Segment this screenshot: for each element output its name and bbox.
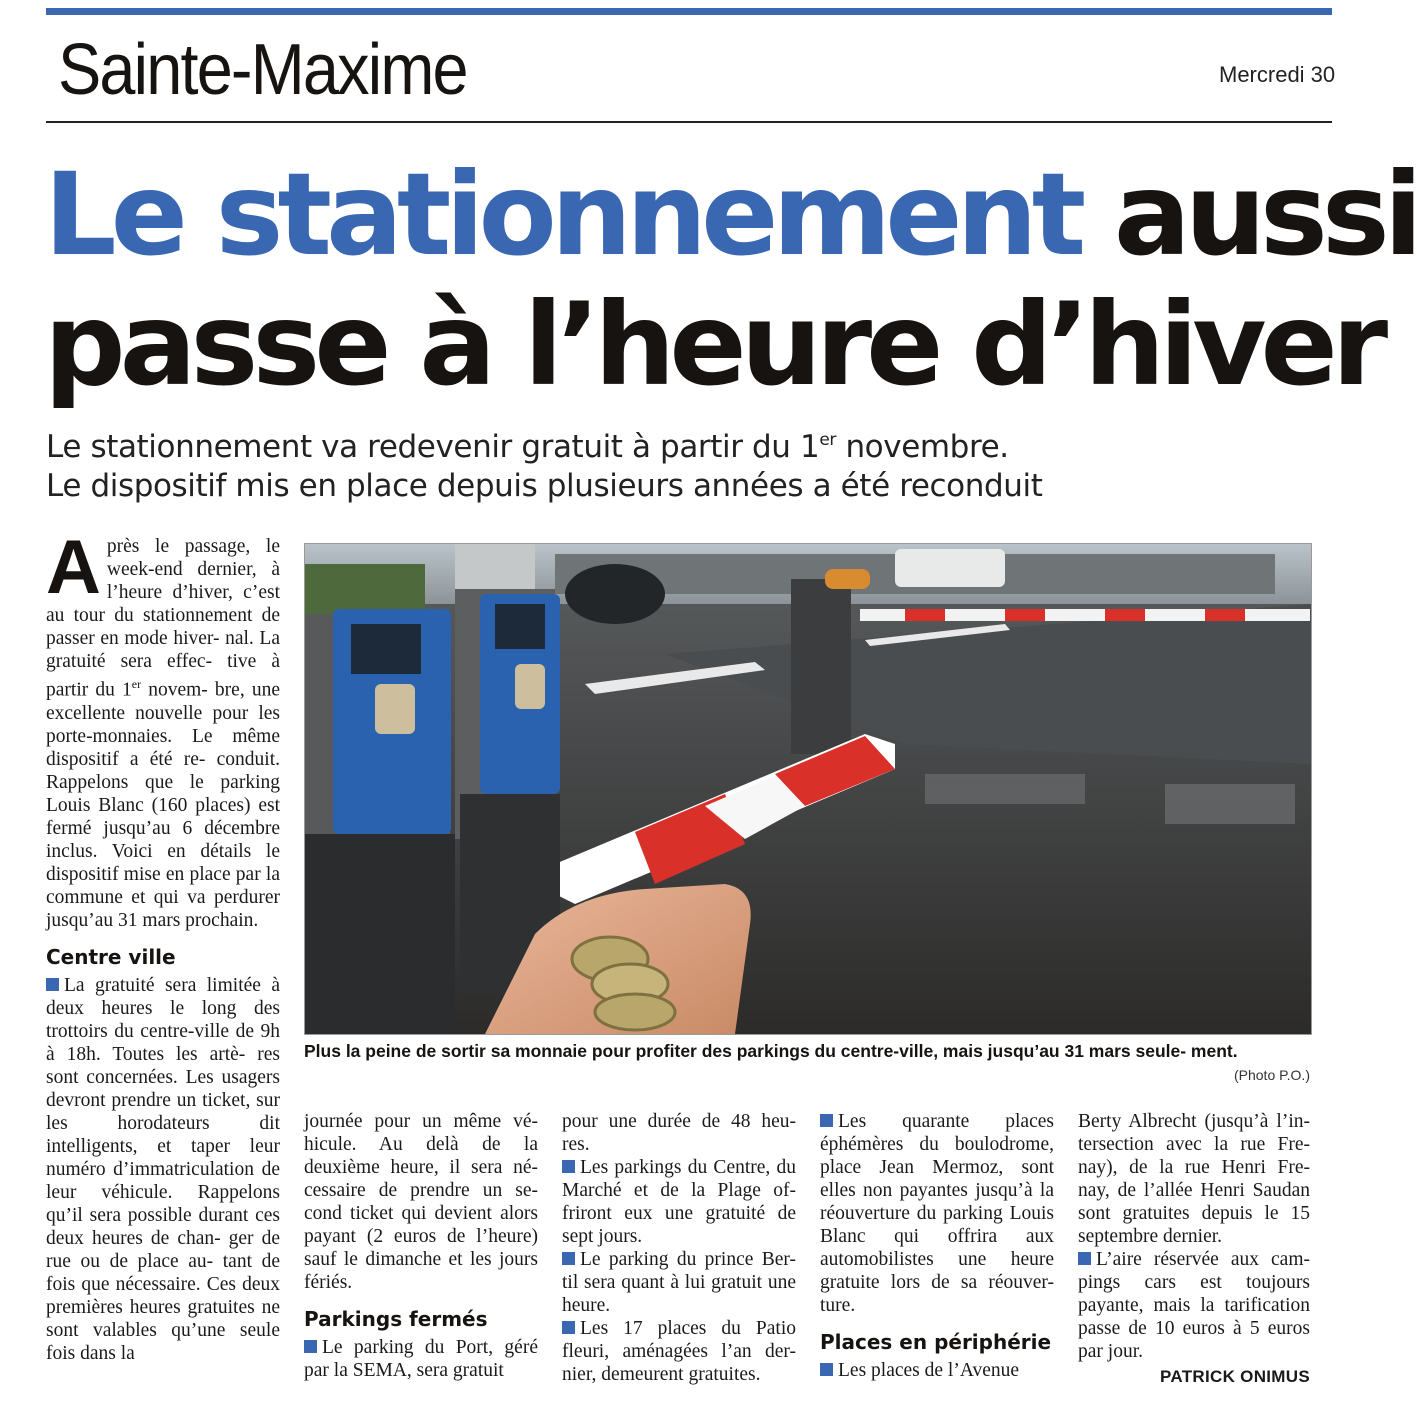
article-column-2 (304, 1110, 538, 1382)
author-byline: PATRICK ONIMUS (1160, 1367, 1310, 1386)
paragraph-text: Le parking du prince Ber- til sera quant à lui gratuit une heure. (562, 1249, 796, 1316)
headline-line-1 (44, 148, 1417, 281)
paragraph (820, 1110, 1054, 1317)
paragraph-text: La gratuité sera limitée à deux heures le long des trottoirs du centre-ville de 9h à 18h. Toutes les artè- res sont concernées. Les usagers devront prendre un ticket, sur les horodateurs dit intelligents, et taper leur numéro d’immatriculation de leur véhicule. Rappelons qu’il sera possible durant ces deux heures de chan- ger de rue ou de place au- tant de fois que nécessaire. Ces deux premières heures gratuites ne sont valables qu’une seule fois dans la (46, 974, 280, 1364)
paragraph (46, 974, 280, 1365)
paragraph (1078, 1248, 1310, 1363)
paragraph (562, 1156, 796, 1248)
subhead-line-1 (46, 428, 1332, 467)
headline (44, 148, 1417, 411)
heading-places-peripherie: Places en périphérie (820, 1330, 1052, 1354)
issue-date: Mercredi 30 (1219, 62, 1336, 87)
article-column-3 (562, 1110, 796, 1386)
paragraph-text: Les parkings du Centre, du Marché et de la Plage of- friront eux une gratuité de sept jours. (562, 1157, 796, 1247)
article-column-4 (820, 1110, 1054, 1382)
header-rule (46, 121, 1332, 123)
paragraph (562, 1317, 796, 1386)
paragraph: Berty Albrecht (jusqu’à l’in- tersection avec la rue Fre- nay), de la rue Henri Fre- nay, de l’allée Henri Saudan sont gratuites depuis le 15 septembre dernier. (1078, 1111, 1310, 1247)
paragraph-text: Les quarante places éphémères du boulodrome, place Jean Mermoz, sont elles non payantes jusqu’à la réouverture du parking Louis Blanc qui offrira aux automobilistes une heure gratuite lors de sa réouver- ture. (820, 1111, 1054, 1316)
heading-parkings-fermes: Parkings fermés (304, 1307, 488, 1331)
heading-centre-ville: Centre ville (46, 944, 176, 969)
intro-text-end: novem- bre, une excellente nouvelle pour les porte-monnaies. Le même dispositif a été re- conduit. Rappelons que le parking Louis Blanc (160 places) est fermé jusqu’au 6 décembre inclus. Voici en détails le dispositif mise en place par la commune et qui va perdurer jusqu’au 31 mars prochain. (46, 679, 281, 931)
subhead-text-end: novembre. (835, 429, 1009, 465)
paragraph-text: Les places de l’Avenue (838, 1360, 1020, 1381)
bullet-square-icon (820, 1363, 833, 1376)
intro-sup: er (131, 677, 142, 691)
subhead-sup: er (819, 430, 836, 450)
bullet-square-icon (562, 1252, 575, 1265)
article-column-1 (46, 525, 281, 1365)
paragraph-text: L’aire réservée aux cam- pings cars est toujours payante, mais la tarification passe de 10 euros à 5 euros par jour. (1078, 1249, 1310, 1362)
article-column-5 (1078, 1110, 1310, 1388)
headline-line-2: passe à l’heure d’hiver (44, 278, 1383, 411)
intro-text: près le passage, le week-end dernier, à l’heure d’hiver, c’est au tour du stationnement de passer en mode hiver- nal. La gratuité sera effec- tive à partir du 1 (46, 536, 280, 701)
bullet-square-icon (1078, 1252, 1091, 1265)
headline-rest: aussi (1080, 148, 1417, 281)
paragraph: pour une durée de 48 heu- res. (562, 1111, 796, 1155)
paragraph-text: Le parking du Port, géré par la SEMA, sera gratuit (304, 1337, 538, 1381)
section-title: Sainte-Maxime (58, 30, 467, 110)
photo-credit: (Photo P.O.) (1233, 1067, 1310, 1083)
bullet-square-icon (820, 1114, 833, 1127)
article-photo (304, 543, 1312, 1035)
top-rule (46, 8, 1332, 15)
parking-photo-illustration (305, 544, 1311, 1034)
photo-caption: Plus la peine de sortir sa monnaie pour profiter des parkings du centre-ville, mais jusqu’au 31 mars seule- ment. (304, 1041, 1238, 1061)
subheadline (46, 428, 1332, 506)
paragraph (820, 1359, 1054, 1382)
bullet-square-icon (304, 1340, 317, 1353)
bullet-square-icon (46, 978, 59, 991)
paragraph-text: Les 17 places du Patio fleuri, aménagées l’an der- nier, demeurent gratuites. (562, 1318, 796, 1385)
bullet-square-icon (562, 1160, 575, 1173)
subhead-text: Le stationnement va redevenir gratuit à partir du 1 (46, 429, 820, 465)
paragraph (304, 1336, 538, 1382)
drop-cap: A (46, 525, 101, 610)
bullet-square-icon (562, 1321, 575, 1334)
paragraph: journée pour un même vé- hicule. Au delà de la deuxième heure, il sera né- cessaire de prendre un se- cond ticket qui devient alors payant (2 euros de l’heure) sauf le dimanche et les jours fériés. (304, 1111, 538, 1293)
headline-highlight: Le stationnement (44, 148, 1081, 281)
subhead-line-2: Le dispositif mis en place depuis plusieurs années a été reconduit (46, 468, 1043, 504)
article-intro (46, 525, 281, 932)
paragraph (562, 1248, 796, 1317)
